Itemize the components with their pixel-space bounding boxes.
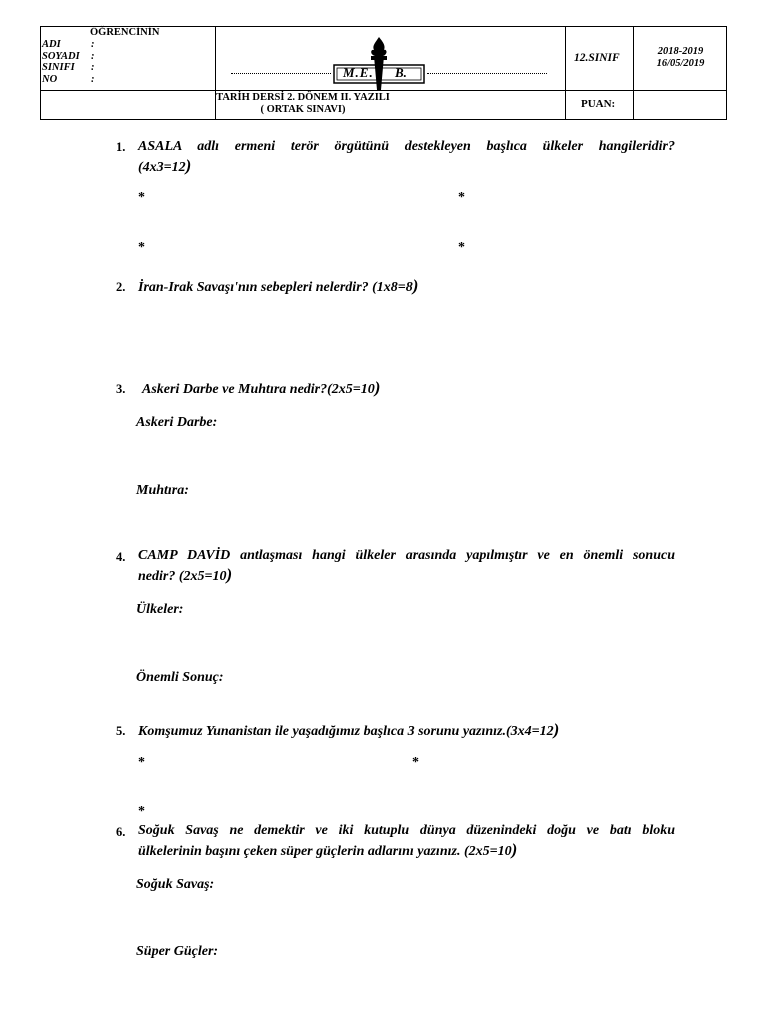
answer-label: Soğuk Savaş: <box>136 877 215 892</box>
logo-text-right: B. <box>395 65 407 80</box>
question-number: 4. <box>116 550 126 564</box>
score-label: PUAN: <box>581 98 616 110</box>
question-number: 2. <box>116 280 126 294</box>
question-3: Askeri Darbe ve Muhtıra nedir?(2x5=10) <box>142 378 381 397</box>
answer-label: Önemli Sonuç: <box>136 670 224 685</box>
field-label-surname: SOYADI <box>42 50 80 62</box>
question-5: Komşumuz Yunanistan ile yaşadığımız başlıca 3 sorunu yazınız.(3x4=12) <box>138 720 560 739</box>
question-text: ülkelerinin başını çeken süper güçlerin adlarını yazınız. (2x5=10 <box>138 844 512 859</box>
student-heading: ÖĞRENCİNİN <box>90 27 160 38</box>
question-text: ASALA adlı ermeni terör örgütünü destekleyen başlıca ülkeler hangileridir? <box>138 139 675 154</box>
dotted-line-left <box>231 73 331 74</box>
title-line-1: TARİH DERSİ 2. DÖNEM II. YAZILI <box>216 92 390 103</box>
answer-bullet: * <box>412 755 419 770</box>
torch-icon <box>331 35 427 91</box>
question-text: Komşumuz Yunanistan ile yaşadığımız başlıca 3 sorunu yazınız.(3x4=12 <box>138 724 554 739</box>
question-number: 3. <box>116 382 126 396</box>
question-text: Soğuk Savaş ne demektir ve iki kutuplu dünya düzenindeki doğu ve batı bloku <box>138 823 675 838</box>
grade-label: 12.SINIF <box>574 52 620 64</box>
field-label-name: ADI <box>42 39 61 50</box>
question-text: (4x3=12 <box>138 160 186 175</box>
exam-year <box>633 46 728 70</box>
question-text: CAMP DAVİD antlaşması hangi ülkeler arasında yapılmıştır ve en önemli sonucu <box>138 548 675 563</box>
year-text: 2018-2019 <box>657 46 704 57</box>
student-fields: ADI : SOYADI : SINIFI : NO : <box>42 39 95 85</box>
answer-label: Askeri Darbe: <box>136 415 218 430</box>
question-number: 5. <box>116 724 126 738</box>
question-number: 6. <box>116 825 126 839</box>
answer-label: Muhtıra: <box>136 483 189 498</box>
field-label-class: SINIFI <box>42 62 75 73</box>
answer-bullet: * <box>458 240 465 255</box>
question-text: İran-Irak Savaşı'nın sebepleri nelerdir? (1x8=8 <box>138 280 413 295</box>
answer-bullet: * <box>138 755 145 770</box>
meb-logo <box>331 35 427 91</box>
field-label-number: NO <box>42 73 58 85</box>
answer-bullet: * <box>138 804 145 819</box>
divider <box>633 27 634 119</box>
answer-label: Süper Güçler: <box>136 944 219 959</box>
dotted-line-right <box>427 73 547 74</box>
logo-text-left: M.E. <box>343 65 374 80</box>
question-text: nedir? (2x5=10 <box>138 569 227 584</box>
answer-bullet: * <box>458 190 465 205</box>
answer-bullet: * <box>138 240 145 255</box>
question-text: Askeri Darbe ve Muhtıra nedir?(2x5=10 <box>142 382 375 397</box>
divider <box>565 27 566 119</box>
question-6: Soğuk Savaş ne demektir ve iki kutuplu dünya düzenindeki doğu ve batı bloku ülkelerinin başını çeken süper güçlerin adlarını yazınız. (2x5=10) <box>138 823 675 859</box>
answer-label: Ülkeler: <box>136 602 184 617</box>
question-number: 1. <box>116 140 126 154</box>
question-1: ASALA adlı ermeni terör örgütünü destekleyen başlıca ülkeler hangileridir? (4x3=12) <box>138 139 675 175</box>
exam-header <box>40 26 727 120</box>
exam-title <box>41 92 565 116</box>
date-text: 16/05/2019 <box>656 58 705 69</box>
question-2: İran-Irak Savaşı'nın sebepleri nelerdir? (1x8=8) <box>138 276 419 295</box>
title-line-2: ( ORTAK SINAVI) <box>260 104 346 115</box>
question-4: CAMP DAVİD antlaşması hangi ülkeler arasında yapılmıştır ve en önemli sonucu nedir? (2x5=10) <box>138 548 675 584</box>
answer-bullet: * <box>138 190 145 205</box>
